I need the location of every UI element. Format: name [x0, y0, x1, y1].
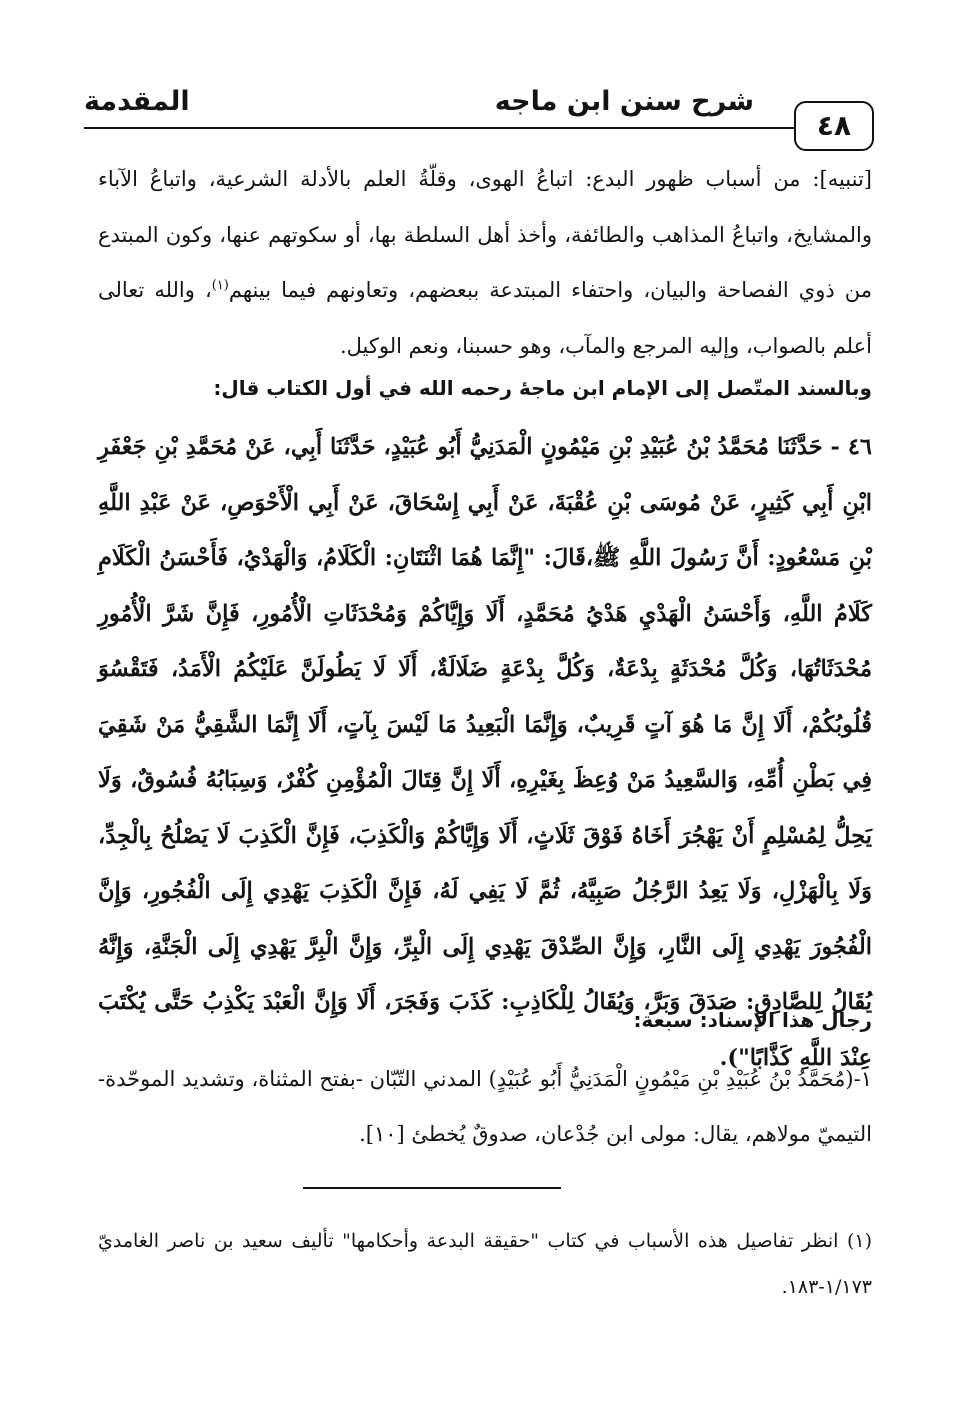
- book-title: شرح سنن ابن ماجه: [494, 86, 754, 117]
- footnote-reference[interactable]: (١): [211, 278, 229, 293]
- page-number: ٤٨: [794, 101, 874, 151]
- note-paragraph: [98, 152, 872, 374]
- hadith-text: ٤٦ - حَدَّثَنَا مُحَمَّدُ بْنُ عُبَيْدِ بْنِ مَيْمُونٍ الْمَدَنِيُّ أَبُو عُبَيْدٍ، حَدَّثَنَا أَبِي، عَنْ مُحَمَّدِ بْنِ جَعْفَرِ ابْنِ أَبِي كَثِيرٍ، عَنْ مُوسَى بْنِ عُقْبَةَ، عَنْ أَبِي إِسْحَاقَ، عَنْ أَبِي الْأَحْوَصِ، عَنْ عَبْدِ اللَّهِ بْنِ مَسْعُودٍ: أَنَّ رَسُولَ اللَّهِ ﷺ،قَالَ: "إِنَّمَا هُمَا اثْنَتَانِ: الْكَلَامُ، وَالْهَدْيُ، فَأَحْسَنُ الْكَلَامِ كَلَامُ اللَّهِ، وَأَحْسَنُ الْهَدْيِ هَدْيُ مُحَمَّدٍ، أَلَا وَإِيَّاكُمْ وَمُحْدَثَاتِ الْأُمُورِ، فَإِنَّ شَرَّ الْأُمُورِ مُحْدَثَاتُهَا، وَكُلَّ مُحْدَثَةٍ بِدْعَةٌ، وَكُلَّ بِدْعَةٍ ضَلَالَةٌ، أَلَا لَا يَطُولَنَّ عَلَيْكُمُ الْأَمَدُ، فَتَقْسُوَ قُلُوبُكُمْ، أَلَا إِنَّ مَا هُوَ آتٍ قَرِيبٌ، وَإِنَّمَا الْبَعِيدُ مَا لَيْسَ بِآتٍ، أَلَا إِنَّمَا الشَّقِيُّ مَنْ شَقِيَ فِي بَطْنِ أُمِّهِ، وَالسَّعِيدُ مَنْ وُعِظَ بِغَيْرِهِ، أَلَا إِنَّ قِتَالَ الْمُؤْمِنِ كُفْرٌ، وَسِبَابُهُ فُسُوقٌ، وَلَا يَحِلُّ لِمُسْلِمٍ أَنْ يَهْجُرَ أَخَاهُ فَوْقَ ثَلَاثٍ، أَلَا وَإِيَّاكُمْ وَالْكَذِبَ، فَإِنَّ الْكَذِبَ لَا يَصْلُحُ بِالْجِدِّ، وَلَا بِالْهَزْلِ، وَلَا يَعِدُ الرَّجُلُ صَبِيَّهُ، ثُمَّ لَا يَفِي لَهُ، فَإِنَّ الْكَذِبَ يَهْدِي إِلَى الْفُجُورِ، وَإِنَّ الْفُجُورَ يَهْدِي إِلَى النَّارِ، وَإِنَّ الصِّدْقَ يَهْدِي إِلَى الْبِرِّ، وَإِنَّ الْبِرَّ يَهْدِي إِلَى الْجَنَّةِ، وَإِنَّهُ يُقَالُ لِلصَّادِقِ: صَدَقَ وَبَرَّ، وَيُقَالُ لِلْكَاذِبِ: كَذَبَ وَفَجَرَ، أَلَا وَإِنَّ الْعَبْدَ يَكْذِبُ حَتَّى يُكْتَبَ عِنْدَ اللَّهِ كَذَّابًا").: [98, 434, 872, 1071]
- header-rule: [84, 127, 822, 129]
- narrator-entry: ١-(مُحَمَّدُ بْنُ عُبَيْدِ بْنِ مَيْمُونٍ الْمَدَنِيُّ أَبُو عُبَيْدٍ) المدني التّبّان -بفتح المثناة، وتشديد الموحّدة- التيميّ مولاهم، يقال: مولى ابن جُدْعان، صدوقٌ يُخطئ [١٠].: [98, 1067, 872, 1146]
- narrators-heading: رجال هذا الإسناد: سبعة:: [633, 1008, 872, 1032]
- footnote-text: (١) انظر تفاصيل هذه الأسباب في كتاب "حقيقة البدعة وأحكامها" تأليف سعيد بن ناصر الغامديّ ١/١٧٣-١٨٣.: [98, 1230, 872, 1298]
- note-text: [تنبيه]: من أسباب ظهور البدع: اتباعُ الهوى، وقلّةُ العلم بالأدلة الشرعية، واتباعُ الآباء والمشايخ، واتباعُ المذاهب والطائفة، وأخذ أهل السلطة بها، أو سكوتهم عنها، وكون المبتدع من ذوي الفصاحة والبيان، واحتفاء المبتدعة ببعضهم، وتعاونهم فيما بينهم: [98, 167, 872, 302]
- footnote-rule: [303, 1187, 561, 1189]
- note-text-end: ، والله تعالى أعلم بالصواب، وإليه المرجع والمآب، وهو حسبنا، ونعم الوكيل.: [98, 278, 872, 358]
- chapter-title: المقدمة: [84, 86, 190, 117]
- section-heading: وبالسند المتّصل إلى الإمام ابن ماجهٔ رحمه الله في أول الكتاب قال:: [213, 376, 872, 400]
